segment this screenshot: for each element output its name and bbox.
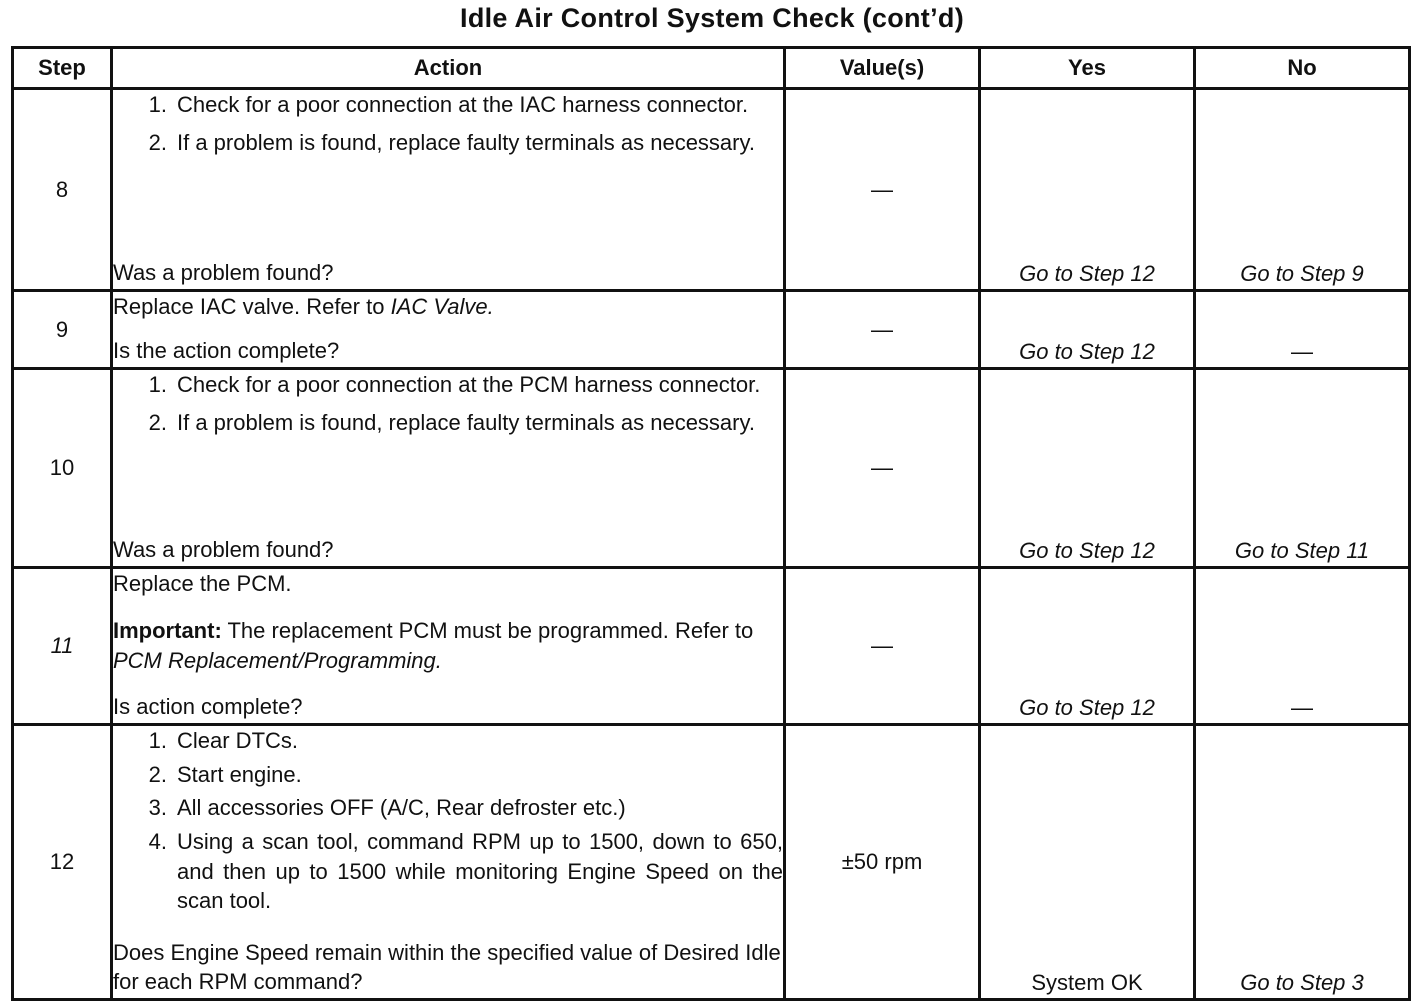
header-yes: Yes (980, 48, 1195, 89)
action-question: Is action complete? (113, 694, 303, 720)
yes-result: Go to Step 12 (980, 89, 1195, 291)
page-title: Idle Air Control System Check (cont’d) (460, 3, 964, 33)
no-result: Go to Step 11 (1195, 369, 1410, 568)
value-cell: — (785, 291, 980, 369)
list-item: 3. All accessories OFF (A/C, Rear defroster etc.) (148, 795, 626, 821)
list-item: 2. Start engine. (148, 761, 302, 787)
important-note: Important: The replacement PCM must be programmed. Refer to PCM Replacement/Programming. (113, 617, 754, 673)
action-cell (112, 369, 785, 568)
list-item: 2. If a problem is found, replace faulty terminals as necessary. (148, 409, 755, 435)
step-number: 12 (13, 725, 112, 1000)
yes-result: Go to Step 12 (980, 291, 1195, 369)
list-item: 4. Using a scan tool, command RPM up to 1500, down to 650, and then up to 1500 while monitoring Engine Speed on the scan tool. (148, 829, 783, 914)
step-number: 8 (13, 89, 112, 291)
step-number: 11 (13, 568, 112, 725)
action-cell (112, 725, 785, 1000)
action-cell (112, 568, 785, 725)
no-result: Go to Step 3 (1195, 725, 1410, 1000)
yes-result: Go to Step 12 (980, 568, 1195, 725)
header-row (13, 48, 1410, 89)
action-cell (112, 291, 785, 369)
action-cell (112, 89, 785, 291)
reference-link: PCM Replacement/Programming. (113, 647, 442, 673)
header-values: Value(s) (785, 48, 980, 89)
list-item: 2. If a problem is found, replace faulty terminals as necessary. (148, 129, 755, 155)
action-text: Replace IAC valve. Refer to IAC Valve. (113, 294, 494, 319)
table-row (13, 568, 1410, 725)
table-row (13, 291, 1410, 369)
action-steps (113, 370, 783, 445)
action-question: Was a problem found? (113, 537, 334, 563)
list-item: 1. Check for a poor connection at the PCM harness connector. (148, 372, 761, 397)
value-cell: ±50 rpm (785, 725, 980, 1000)
table-row (13, 89, 1410, 291)
no-result: Go to Step 9 (1195, 89, 1410, 291)
list-item: 1. Check for a poor connection at the IAC harness connector. (148, 92, 749, 117)
header-action: Action (112, 48, 785, 89)
action-question: Was a problem found? (113, 260, 334, 286)
no-result: — (1195, 568, 1410, 725)
action-question: Does Engine Speed remain within the specified value of Desired Idle for each RPM command? (113, 939, 781, 995)
header-step: Step (13, 48, 112, 89)
header-no: No (1195, 48, 1410, 89)
value-cell: — (785, 369, 980, 568)
action-steps (113, 90, 783, 165)
action-steps (113, 726, 783, 916)
value-cell: — (785, 568, 980, 725)
list-item: 1. Clear DTCs. (148, 728, 299, 753)
step-number: 9 (13, 291, 112, 369)
diagnostic-table (11, 46, 1411, 1001)
no-result: — (1195, 291, 1410, 369)
step-number: 10 (13, 369, 112, 568)
action-text: Replace the PCM. (113, 571, 292, 596)
yes-result: Go to Step 12 (980, 369, 1195, 568)
action-question: Is the action complete? (113, 338, 340, 364)
table-row (13, 725, 1410, 1000)
value-cell: — (785, 89, 980, 291)
reference-link: IAC Valve. (390, 294, 494, 319)
yes-result: System OK (980, 725, 1195, 1000)
table-row (13, 369, 1410, 568)
